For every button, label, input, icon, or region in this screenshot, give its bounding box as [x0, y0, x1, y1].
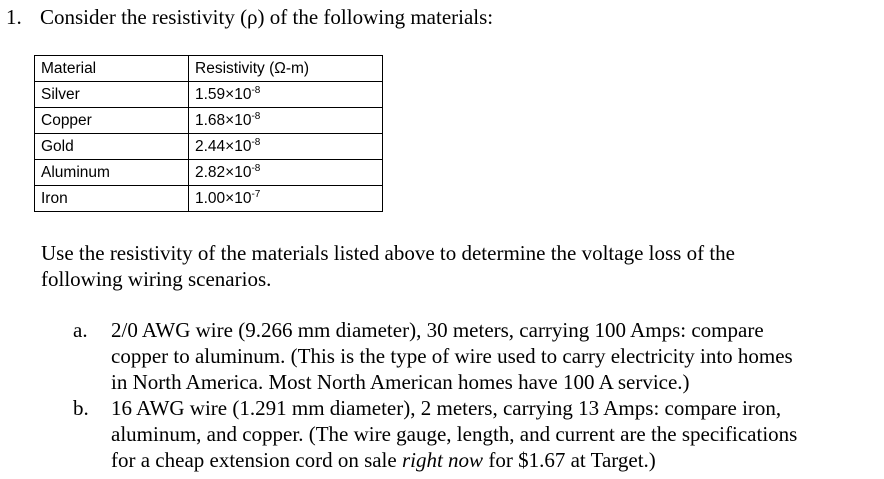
scenario-marker: b.	[73, 396, 89, 420]
question-number: 1.	[6, 5, 22, 29]
table-row	[35, 134, 383, 160]
scenario-text-after: for $1.67 at Target.)	[483, 448, 656, 472]
scenario-line: in North America. Most North American homes have 100 A service.)	[111, 370, 690, 394]
scenario-line: 16 AWG wire (1.291 mm diameter), 2 meters, carrying 13 Amps: compare iron,	[111, 396, 782, 420]
material-cell: Gold	[35, 134, 189, 160]
scenario-list	[73, 317, 873, 473]
material-cell: Copper	[35, 108, 189, 134]
resistivity-cell	[189, 186, 383, 212]
resistivity-mantissa: 1.59×10	[195, 85, 252, 103]
resistivity-exponent: -8	[251, 162, 261, 174]
table-row	[35, 82, 383, 108]
scenario-last-line	[111, 447, 873, 473]
table-header-row	[35, 56, 383, 82]
material-cell: Iron	[35, 186, 189, 212]
resistivity-mantissa: 1.00×10	[195, 189, 252, 207]
scenario-text	[111, 317, 873, 395]
resistivity-cell	[189, 160, 383, 186]
scenario-line: 2/0 AWG wire (9.266 mm diameter), 30 meters, carrying 100 Amps: compare	[111, 318, 764, 342]
table-row	[35, 160, 383, 186]
resistivity-table	[34, 55, 383, 212]
resistivity-mantissa: 1.68×10	[195, 111, 252, 129]
material-cell: Aluminum	[35, 160, 189, 186]
material-cell: Silver	[35, 82, 189, 108]
resistivity-exponent: -8	[251, 84, 261, 96]
scenario-emphasis: right now	[401, 448, 484, 472]
instructions-paragraph	[41, 240, 841, 292]
scenario-line: copper to aluminum. (This is the type of wire used to carry electricity into homes	[111, 344, 793, 368]
scenario-text-before: for a cheap extension cord on sale	[111, 448, 402, 472]
header-material: Material	[35, 56, 189, 82]
instructions-line: Use the resistivity of the materials listed above to determine the voltage loss of the	[41, 241, 735, 265]
resistivity-exponent: -7	[251, 188, 261, 200]
question-text: Consider the resistivity (ρ) of the following materials:	[40, 5, 494, 29]
resistivity-cell	[189, 134, 383, 160]
instructions-line: following wiring scenarios.	[41, 267, 272, 291]
resistivity-exponent: -8	[251, 110, 261, 122]
scenario-item-a	[73, 317, 873, 395]
scenario-item-b	[73, 395, 873, 473]
resistivity-cell	[189, 82, 383, 108]
scenario-text	[111, 395, 873, 473]
resistivity-exponent: -8	[251, 136, 261, 148]
resistivity-mantissa: 2.44×10	[195, 137, 252, 155]
resistivity-cell	[189, 108, 383, 134]
table-row	[35, 108, 383, 134]
question-heading	[6, 5, 493, 30]
scenario-line: aluminum, and copper. (The wire gauge, length, and current are the specifications	[111, 422, 798, 446]
scenario-marker: a.	[73, 318, 88, 342]
resistivity-mantissa: 2.82×10	[195, 163, 252, 181]
header-resistivity: Resistivity (Ω-m)	[189, 56, 383, 82]
table-row	[35, 186, 383, 212]
